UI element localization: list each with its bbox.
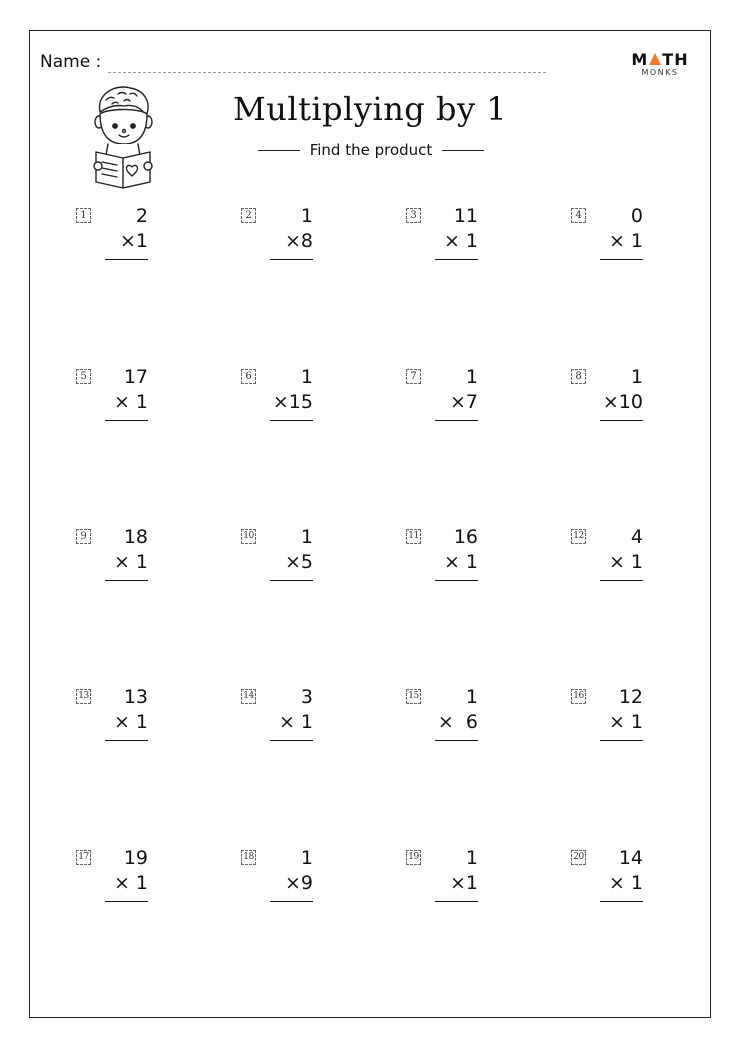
problem-item: [76, 686, 196, 746]
reading-kid-illustration: [78, 82, 168, 192]
multiplicand: 1: [630, 366, 643, 388]
multiplicand: 4: [630, 526, 643, 548]
multiplicand: 0: [630, 205, 643, 227]
problem-item: [406, 205, 526, 265]
multiplicand: 1: [465, 847, 478, 869]
logo-subtext: MONKS: [641, 68, 679, 77]
subtitle-left-rule: [258, 150, 300, 151]
problem-item: [406, 366, 526, 426]
answer-line[interactable]: [105, 740, 148, 741]
problem-item: [241, 847, 361, 907]
multiplicand: 13: [123, 686, 148, 708]
answer-line[interactable]: [270, 580, 313, 581]
problem-item: [406, 847, 526, 907]
multiplicand: 19: [123, 847, 148, 869]
answer-line[interactable]: [600, 901, 643, 902]
answer-line[interactable]: [270, 259, 313, 260]
multiplicand: 12: [618, 686, 643, 708]
multiplicand: 1: [465, 366, 478, 388]
problem-item: [241, 686, 361, 746]
answer-line[interactable]: [435, 740, 478, 741]
logo-triangle-icon: [649, 53, 661, 65]
multiplier: ×9: [284, 872, 313, 894]
problem-item: [571, 526, 691, 586]
multiplier: × 1: [278, 711, 313, 733]
multiplicand: 1: [300, 366, 313, 388]
problem-number: 7: [406, 369, 421, 384]
problem-item: [571, 847, 691, 907]
problem-item: [76, 205, 196, 265]
multiplicand: 1: [300, 526, 313, 548]
problem-item: [76, 366, 196, 426]
answer-line[interactable]: [105, 420, 148, 421]
multiplier: × 1: [113, 551, 148, 573]
multiplicand: 1: [300, 205, 313, 227]
problem-number: 6: [241, 369, 256, 384]
answer-line[interactable]: [105, 901, 148, 902]
multiplier: × 1: [608, 711, 643, 733]
problem-number: 1: [76, 208, 91, 223]
multiplicand: 11: [453, 205, 478, 227]
answer-line[interactable]: [270, 901, 313, 902]
problem-item: [241, 205, 361, 265]
problem-number: 10: [241, 529, 256, 544]
answer-line[interactable]: [105, 259, 148, 260]
problem-number: 13: [76, 689, 91, 704]
answer-line[interactable]: [600, 420, 643, 421]
problem-number: 16: [571, 689, 586, 704]
problem-number: 9: [76, 529, 91, 544]
multiplier: ×15: [272, 391, 313, 413]
problem-number: 5: [76, 369, 91, 384]
answer-line[interactable]: [435, 259, 478, 260]
multiplier: ×8: [284, 230, 313, 252]
problem-item: [241, 366, 361, 426]
math-monks-logo: [630, 52, 690, 78]
multiplicand: 14: [618, 847, 643, 869]
subtitle: [240, 141, 502, 159]
problem-number: 4: [571, 208, 586, 223]
logo-letters-th: TH: [662, 50, 689, 69]
problem-item: [406, 686, 526, 746]
problem-item: [571, 366, 691, 426]
problem-number: 18: [241, 850, 256, 865]
problem-item: [241, 526, 361, 586]
logo-letter-m: M: [631, 50, 649, 69]
subtitle-right-rule: [442, 150, 484, 151]
multiplier: × 1: [608, 551, 643, 573]
multiplier: × 1: [608, 872, 643, 894]
multiplier: ×1: [119, 230, 148, 252]
multiplier: ×10: [602, 391, 643, 413]
problem-item: [76, 847, 196, 907]
answer-line[interactable]: [600, 259, 643, 260]
problem-item: [76, 526, 196, 586]
page-title: Multiplying by 1: [232, 90, 508, 128]
problem-number: 11: [406, 529, 421, 544]
multiplicand: 2: [135, 205, 148, 227]
problem-number: 14: [241, 689, 256, 704]
problem-number: 15: [406, 689, 421, 704]
multiplier: × 1: [113, 391, 148, 413]
multiplier: × 1: [443, 551, 478, 573]
problem-item: [571, 686, 691, 746]
multiplicand: 3: [300, 686, 313, 708]
subtitle-text: Find the product: [309, 141, 433, 159]
answer-line[interactable]: [600, 580, 643, 581]
problem-number: 12: [571, 529, 586, 544]
multiplicand: 17: [123, 366, 148, 388]
multiplier: ×7: [449, 391, 478, 413]
multiplier: × 1: [113, 711, 148, 733]
multiplier: × 1: [608, 230, 643, 252]
problem-number: 2: [241, 208, 256, 223]
answer-line[interactable]: [270, 740, 313, 741]
multiplicand: 1: [300, 847, 313, 869]
multiplicand: 1: [465, 686, 478, 708]
answer-line[interactable]: [105, 580, 148, 581]
problem-number: 19: [406, 850, 421, 865]
multiplier: × 6: [437, 711, 478, 733]
answer-line[interactable]: [270, 420, 313, 421]
multiplier: × 1: [443, 230, 478, 252]
answer-line[interactable]: [435, 420, 478, 421]
name-field-line[interactable]: [108, 72, 546, 73]
answer-line[interactable]: [600, 740, 643, 741]
problem-item: [406, 526, 526, 586]
problem-number: 8: [571, 369, 586, 384]
name-label: Name :: [40, 52, 102, 72]
answer-line[interactable]: [435, 580, 478, 581]
multiplier: ×1: [449, 872, 478, 894]
answer-line[interactable]: [435, 901, 478, 902]
problem-number: 20: [571, 850, 586, 865]
multiplier: × 1: [113, 872, 148, 894]
multiplier: ×5: [284, 551, 313, 573]
multiplicand: 18: [123, 526, 148, 548]
multiplicand: 16: [453, 526, 478, 548]
problem-item: [571, 205, 691, 265]
problem-number: 3: [406, 208, 421, 223]
problem-number: 17: [76, 850, 91, 865]
